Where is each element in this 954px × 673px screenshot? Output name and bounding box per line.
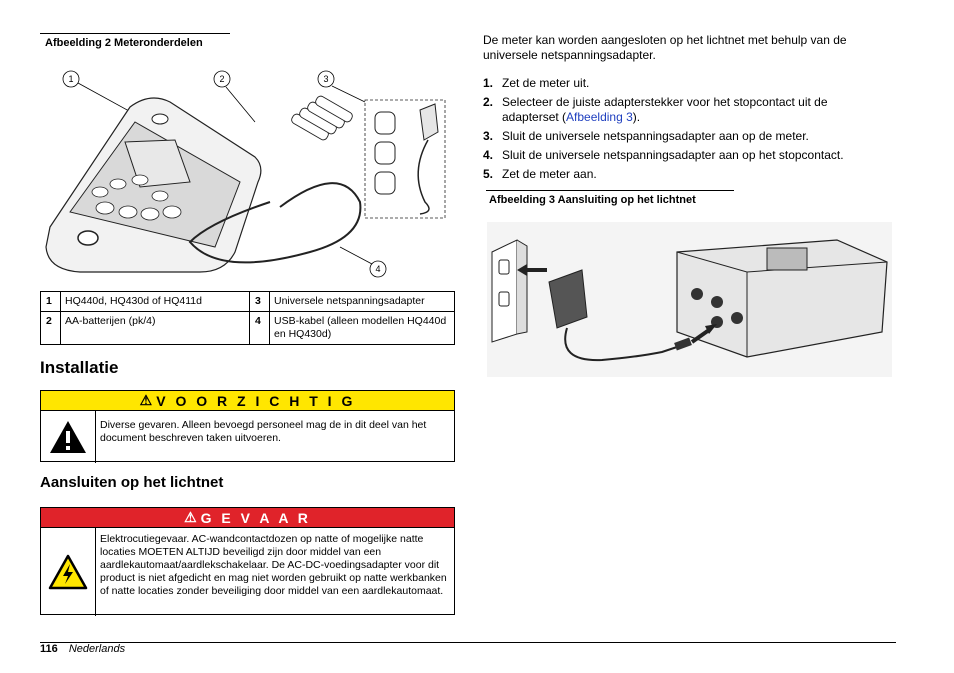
part-label: AA-batterijen (pk/4) <box>61 312 250 345</box>
warning-triangle-icon: ⚠ <box>184 509 197 525</box>
batteries-drawing <box>290 95 354 142</box>
table-row <box>41 292 455 312</box>
part-label: Universele netspanningsadapter <box>270 292 455 312</box>
parts-table <box>40 291 455 345</box>
callout-1-label: 1 <box>68 74 74 84</box>
figure3-link[interactable]: Afbeelding 3 <box>566 110 633 124</box>
list-item: 5. Zet de meter aan. <box>483 167 597 181</box>
part-label: USB-kabel (alleen modellen HQ440d en HQ430d) <box>270 312 455 345</box>
intro-paragraph: De meter kan worden aangesloten op het lichtnet met behulp van de universele netspanningsadapter. <box>483 33 847 62</box>
list-item: 1. Zet de meter uit. <box>483 76 590 90</box>
part-number: 4 <box>250 312 270 345</box>
footer-divider <box>40 642 896 643</box>
figure2-caption: Afbeelding 2 Meteronderdelen <box>45 37 203 49</box>
part-label: HQ440d, HQ430d of HQ411d <box>61 292 250 312</box>
steps-list <box>483 76 883 186</box>
electric-shock-icon <box>41 528 96 616</box>
part-number: 3 <box>250 292 270 312</box>
table-row <box>41 312 455 345</box>
callout-2-label: 2 <box>219 74 225 84</box>
page-footer <box>40 643 125 655</box>
list-item: 3. Sluit de universele netspanningsadapter aan op de meter. <box>483 129 809 143</box>
caution-box <box>40 390 455 462</box>
adapter-kit-drawing <box>365 100 445 218</box>
callout-3-label: 3 <box>323 74 329 84</box>
figure3-caption: Afbeelding 3 Aansluiting op het lichtnet <box>489 194 696 206</box>
warning-triangle-icon: ⚠ <box>139 392 153 408</box>
caution-text: Diverse gevaren. Alleen bevoegd personeel mag de in dit deel van het document beschreven taken uitvoeren. <box>100 419 427 444</box>
part-number: 1 <box>41 292 61 312</box>
danger-label: G E V A A R <box>200 509 311 526</box>
exclamation-icon <box>41 411 96 463</box>
subsection-title: Aansluiten op het lichtnet <box>40 474 224 491</box>
callout-4-label: 4 <box>375 264 381 274</box>
caution-label: V O O R Z I C H T I G <box>156 392 356 409</box>
list-item: 4. Sluit de universele netspanningsadapter aan op het stopcontact. <box>483 148 844 162</box>
part-number: 2 <box>41 312 61 345</box>
danger-box <box>40 507 455 615</box>
page-number: 116 <box>40 643 58 655</box>
mains-connection-illustration <box>487 222 892 377</box>
section-title: Installatie <box>40 358 119 377</box>
list-item: 2. Selecteer de juiste adapterstekker voor het stopcontact uit de adapterset (Afbeelding 3). <box>483 95 828 124</box>
wall-outlet-drawing <box>492 240 527 342</box>
meter-drawing <box>46 98 261 272</box>
caution-header <box>41 391 454 411</box>
meter-parts-illustration <box>40 62 455 284</box>
danger-header <box>41 508 454 528</box>
footer-language: Nederlands <box>68 643 126 655</box>
danger-text: Elektrocutiegevaar. AC-wandcontactdozen op natte of mogelijke natte locaties MOETEN ALTIJD beveiligd zijn door middel van een aardlekautomaat/aardlekschakelaar. De AC-DC-voedingsadapter voor dit product is niet afgedicht en mag niet worden gebruikt op natte werkbanken of natte locaties zonder beveiliging door middel van een aardlekautomaat. <box>100 533 447 597</box>
